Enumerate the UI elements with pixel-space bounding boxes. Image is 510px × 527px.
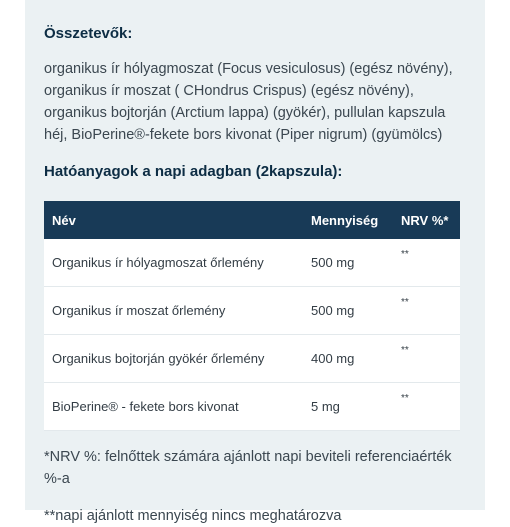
nrv-footnote: *NRV %: felnőttek számára ajánlott napi beviteli referenciaérték %-a <box>44 449 452 487</box>
actives-heading: Hatóanyagok a napi adagban (2kapszula): <box>44 163 343 180</box>
row-name: Organikus ír hólyagmoszat őrlemény <box>44 239 311 287</box>
row-nrv: ** <box>401 335 460 383</box>
table-header-row <box>44 201 460 239</box>
row-name: Organikus bojtorján gyökér őrlemény <box>44 335 311 383</box>
row-name: BioPerine® - fekete bors kivonat <box>44 383 311 431</box>
row-nrv: ** <box>401 383 460 431</box>
row-amount: 500 mg <box>311 239 401 287</box>
panel-content <box>44 24 469 527</box>
table-row <box>44 335 460 383</box>
table-row <box>44 239 460 287</box>
row-amount: 5 mg <box>311 383 401 431</box>
column-header-name: Név <box>52 212 76 228</box>
row-nrv: ** <box>401 287 460 335</box>
product-info-panel <box>25 0 485 524</box>
table-row <box>44 287 460 335</box>
undefined-amount-footnote: **napi ajánlott mennyiség nincs meghatározva <box>44 508 342 524</box>
ingredients-heading: Összetevők: <box>44 25 133 42</box>
table-row <box>44 383 460 431</box>
ingredients-text: organikus ír hólyagmoszat (Focus vesiculosus) (egész növény), organikus ír moszat ( CHondrus Crispus) (egész növény), organikus bojtorján (Arctium lappa) (gyökér), pullulan kapszula héj, BioPerine®-fekete bors kivonat (Piper nigrum) (gyümölcs) <box>44 61 453 143</box>
column-header-amount: Mennyiség <box>311 212 379 228</box>
row-nrv: ** <box>401 239 460 287</box>
column-header-nrv: NRV %* <box>401 212 449 228</box>
row-amount: 500 mg <box>311 287 401 335</box>
actives-table <box>44 201 460 431</box>
row-amount: 400 mg <box>311 335 401 383</box>
row-name: Organikus ír moszat őrlemény <box>44 287 311 335</box>
